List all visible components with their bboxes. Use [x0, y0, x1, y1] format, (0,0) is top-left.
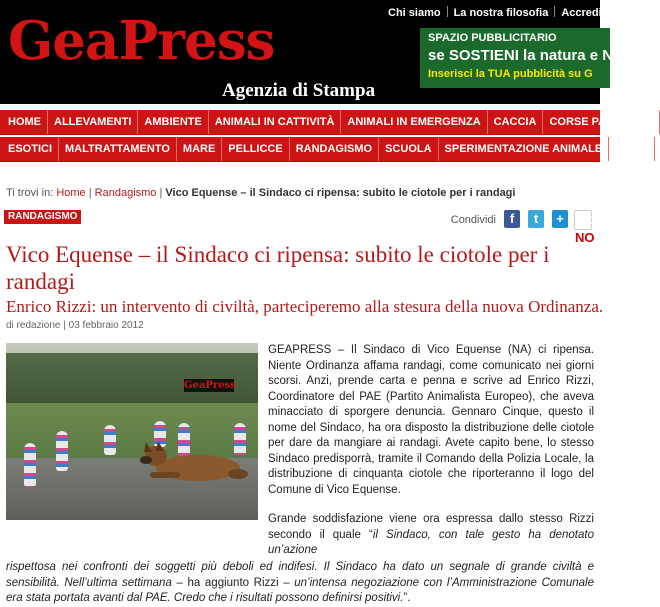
main-nav-row1	[0, 110, 653, 135]
nav-item-zoom[interactable]: ZOOM	[609, 137, 655, 161]
nav-item-caccia[interactable]: CACCIA	[488, 110, 544, 134]
nav-item-randagismo[interactable]: RANDAGISMO	[290, 137, 379, 161]
dog-image	[136, 438, 251, 486]
top-link-chi-siamo[interactable]: Chi siamo	[388, 7, 441, 19]
article-photo	[6, 343, 258, 520]
decorative-bollard	[56, 431, 68, 471]
twitter-icon[interactable]: t	[528, 210, 544, 228]
banner-line3: Inserisci la TUA pubblicità su G	[428, 68, 593, 80]
main-nav-row2	[0, 137, 649, 162]
logo-tagline: Agenzia di Stampa	[222, 80, 376, 101]
top-link-separator	[554, 6, 555, 17]
decorative-bollard	[24, 443, 36, 487]
breadcrumb-current: Vico Equense – il Sindaco ci ripensa: subito le ciotole per i randagi	[165, 187, 516, 199]
banner-line1: SPAZIO PUBBLICITARIO	[428, 32, 557, 44]
nav-item-pellicce[interactable]: PELLICCE	[222, 137, 289, 161]
breadcrumb-prefix: Ti trovi in:	[6, 187, 54, 199]
article-paragraph-2-start	[268, 512, 594, 559]
nav-item-cattivita[interactable]: ANIMALI IN CATTIVITÀ	[209, 110, 342, 134]
ok-notizie-icon[interactable]	[574, 210, 595, 245]
para2-rest-quote: rispettosa nei confronti dei soggetti più deboli ed indifesi. Il Sindaco ha dato un segnale di grande civiltà e sensibilità. Nell’ultima settimana	[6, 561, 594, 589]
nav-item-ambiente[interactable]: AMBIENTE	[138, 110, 208, 134]
breadcrumb-home[interactable]: Home	[56, 187, 86, 199]
decorative-bollard	[104, 425, 116, 455]
breadcrumb-section[interactable]: Randagismo	[94, 187, 157, 199]
google-icon[interactable]: +	[552, 210, 568, 228]
nav-item-sperimentazione[interactable]: SPERIMENTAZIONE ANIMALE	[439, 137, 610, 161]
nav-item-emergenza[interactable]: ANIMALI IN EMERGENZA	[341, 110, 487, 134]
share-bar	[392, 208, 595, 245]
para2-mid: – ha aggiunto Rizzi –	[171, 576, 295, 589]
para2-quote-a: il Sindaco, con tale gesto ha denotato un’azione	[268, 528, 594, 556]
ad-banner[interactable]	[420, 28, 625, 88]
article-paragraph-2-rest	[6, 560, 594, 607]
no-label: NO	[575, 230, 595, 245]
nav-item-corse[interactable]: CORSE PALII E GIO	[543, 110, 659, 134]
nav-item-scuola[interactable]: SCUOLA	[379, 137, 438, 161]
share-label: Condividi	[450, 214, 496, 226]
para2-end: ”.	[403, 592, 411, 604]
ok-label: Ok	[575, 212, 593, 227]
nav-item-allevamenti[interactable]: ALLEVAMENTI	[48, 110, 138, 134]
site-header	[0, 0, 625, 104]
nav-item-esotici[interactable]: ESOTICI	[0, 137, 59, 161]
nav-item-maltrattamento[interactable]: MALTRATTAMENTO	[59, 137, 177, 161]
facebook-icon[interactable]: f	[504, 210, 520, 228]
category-badge[interactable]: RANDAGISMO	[4, 210, 81, 224]
article-paragraph-1: GEAPRESS – Il Sindaco di Vico Equense (NA) ci ripensa. Niente Ordinanza affama randagi, come comunicato nei giorni scorsi. Anzi, prende carta e penna e scrive ad Enrico Rizzi, Coordinatore del PAE (Partito Animalista Europeo), che aveva minacciato di sporgere denuncia. Gennaro Cinque, questo il nome del Sindaco, ha ora disposto la distribuzione delle ciotole per dare da mangiare ai randagi. Avete capito bene, lo stesso Sindaco predisporrà, tramite il Comando della Polizia Locale, la distribuzione di cinquanta ciotole che riporteranno il logo del Comune di Vico Equense.	[268, 344, 594, 496]
photo-watermark: GeaPress	[184, 380, 236, 391]
top-link-filosofia[interactable]: La nostra filosofia	[453, 7, 549, 19]
article-subtitle: Enrico Rizzi: un intervento di civiltà, parteciperemo alla stesura della nuova Ordinanza.	[6, 297, 604, 316]
top-link-separator	[447, 6, 448, 17]
top-link-accredito[interactable]: Accredito s	[561, 7, 622, 19]
para2-quote-b: un’intensa negoziazione con l’Amministrazione Comunale era stata portata avanti dal PAE. Credo che i risultati possono definirsi positivi.	[6, 576, 594, 604]
article-body	[268, 343, 594, 510]
para2-start: Grande soddisfazione viene ora espressa dallo stesso Rizzi secondo il quale “	[268, 513, 594, 541]
top-links	[388, 6, 621, 19]
nav-item-mare[interactable]: MARE	[177, 137, 222, 161]
logo-press: Press	[118, 10, 275, 72]
nav-item-home[interactable]: HOME	[0, 110, 48, 134]
banner-line2: se SOSTIENI la natura e NO	[428, 47, 625, 64]
article-title: Vico Equense – il Sindaco ci ripensa: subito le ciotole per i randagi	[6, 242, 550, 294]
logo-gea: Gea	[8, 10, 119, 72]
breadcrumb: Ti trovi in: Home | Randagismo | Vico Equense – il Sindaco ci ripensa: subito le ciotole per i randagi	[6, 187, 516, 199]
article-meta: di redazione | 03 febbraio 2012	[6, 320, 144, 331]
site-logo[interactable]	[8, 7, 408, 101]
